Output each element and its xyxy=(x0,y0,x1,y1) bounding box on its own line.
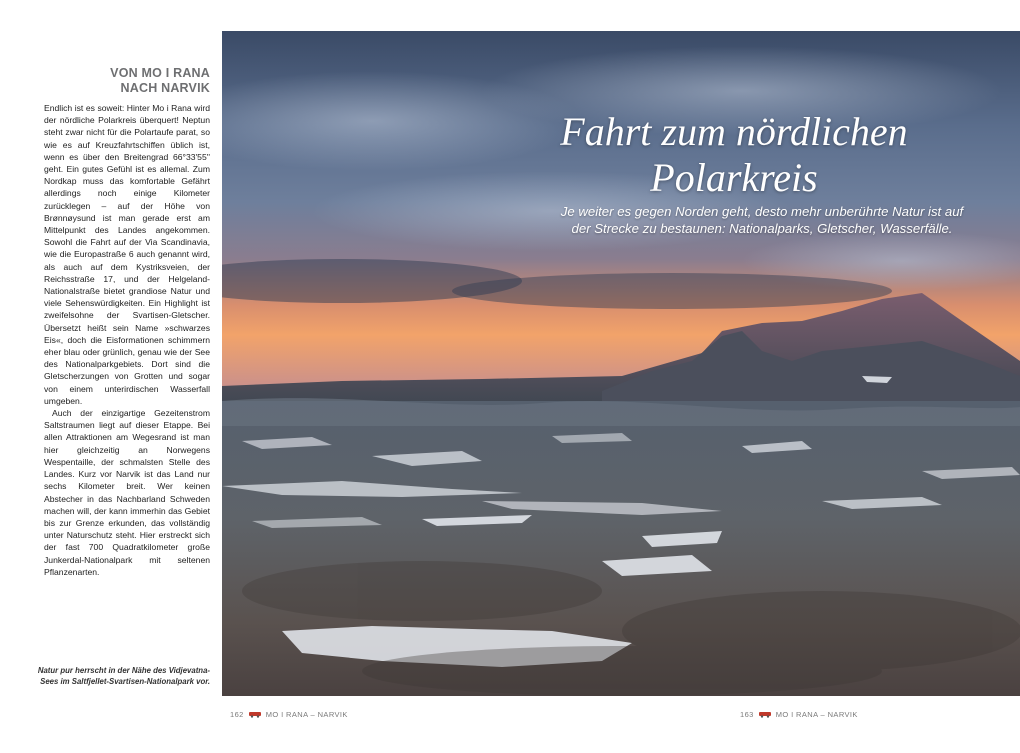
section-heading xyxy=(10,66,210,96)
spread-title xyxy=(522,109,946,201)
paragraph-2: Auch der einzigartige Gezeitenstrom Saltstraumen liegt auf dieser Etappe. Bei allen Attraktionen am Wegesrand ist man hier gleichzeitig an Norwegens Wespentaille, der schmalsten Stelle des Landes. Kurz vor Narvik ist das Land nur sechs Kilometer breit. Wer keinen Abstecher in das Nachbarland Schweden machen will, der kann immerhin das Gebiet bis zur Grenze erkunden, das vollständig unter Naturschutz steht. Hier erstreckt sich der fast 700 Quadratkilometer große Junkerdal-Nationalpark mit seltenen Pflanzenarten. xyxy=(44,408,210,577)
footer-left xyxy=(230,710,348,719)
page-number-right: 163 xyxy=(740,710,754,719)
page-number-left: 162 xyxy=(230,710,244,719)
title-line-1: Fahrt zum nördlichen xyxy=(560,109,908,154)
title-line-2: Polarkreis xyxy=(650,155,818,200)
car-icon xyxy=(249,711,261,718)
running-head-left: MO I RANA – NARVIK xyxy=(265,710,348,719)
paragraph-1: Endlich ist es soweit: Hinter Mo i Rana wird der nördliche Polarkreis überquert! Neptun steht zwar nicht für die Polartaufe parat, so wie es auf Kreuzfahrtschiffen üblich ist, wenn es über den Breitengrad 66°33'55'' geht. Ein gutes Gefühl ist es allemal. Zum Nordkap muss das komfortable Gefährt allerdings noch einige Kilometer zurücklegen – auf der Höhe von Brønnøysund ist man gerade erst am Mittelpunkt des Landes angekommen. Sowohl die Fahrt auf der Via Scandinavia, wie die Europastraße 6 auch genannt wird, als auch auf dem Kystriksveien, der Reichsstraße 17, und der Helgeland-Nationalstraße bietet grandiose Natur und viele Sehenswürdigkeiten. Ein Highlight ist zweifelsohne der Svartisen-Gletscher. Übersetzt heißt sein Name »schwarzes Eis«, doch die Eisformationen schimmern eher blau oder grünlich, genau wie der See des Nationalparkgebiets. Dort sind die Gletscherzungen von Grotten und sogar von einem unterirdischen Wasserfall umgeben. xyxy=(44,103,210,406)
car-icon xyxy=(759,711,771,718)
photo-caption: Natur pur herrscht in der Nähe des Vidjevatna-Sees im Saltfjellet-Svartisen-Nationalpark vor. xyxy=(37,666,210,687)
heading-line-2: NACH NARVIK xyxy=(120,81,210,95)
footer-right xyxy=(740,710,858,719)
running-head-right: MO I RANA – NARVIK xyxy=(775,710,858,719)
left-column xyxy=(0,0,222,753)
body-text xyxy=(44,102,210,578)
landscape-photo xyxy=(222,31,1020,696)
spread-subtitle: Je weiter es gegen Norden geht, desto mehr unberührte Natur ist auf der Strecke zu bestaunen: Nationalparks, Gletscher, Wasserfälle. xyxy=(560,204,964,236)
heading-line-1: VON MO I RANA xyxy=(110,66,210,80)
